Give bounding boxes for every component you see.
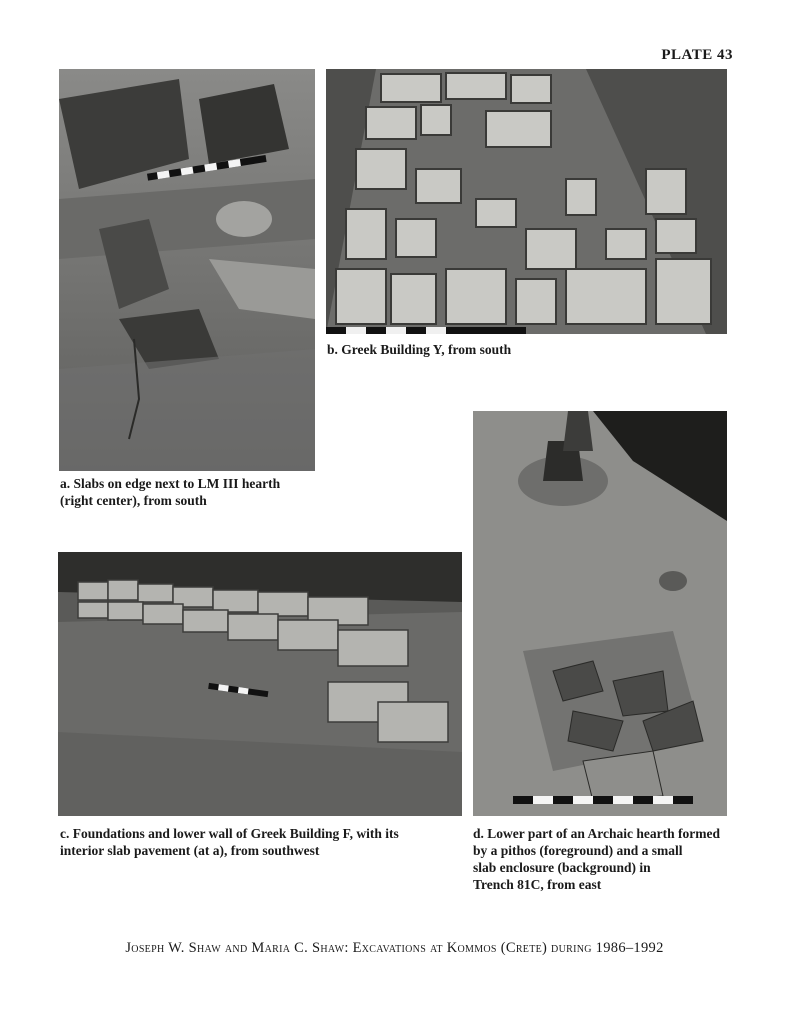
plate-label: PLATE 43 — [661, 47, 733, 63]
caption-d-line: slab enclosure (background) in — [473, 860, 651, 875]
caption-b-line: b. Greek Building Y, from south — [327, 342, 512, 357]
photo-a — [59, 69, 315, 471]
caption-d-line: by a pithos (foreground) and a small — [473, 843, 683, 858]
page-footer: Joseph W. Shaw and Maria C. Shaw: Excavations at Kommos (Crete) during 1986–1992 — [125, 940, 664, 956]
caption-c-line: interior slab pavement (at a), from southwest — [60, 843, 320, 858]
caption-c — [60, 825, 472, 859]
caption-a-line: a. Slabs on edge next to LM III hearth — [60, 476, 281, 491]
caption-a — [60, 475, 392, 509]
caption-b — [327, 341, 719, 358]
caption-d — [473, 825, 755, 893]
photo-d — [473, 411, 727, 816]
photo-c — [58, 552, 462, 816]
caption-c-line: c. Foundations and lower wall of Greek Building F, with its — [60, 826, 399, 841]
caption-d-line: d. Lower part of an Archaic hearth formed — [473, 826, 720, 841]
photo-b — [326, 69, 727, 334]
caption-d-line: Trench 81C, from east — [473, 877, 602, 892]
caption-a-line: (right center), from south — [60, 493, 207, 508]
